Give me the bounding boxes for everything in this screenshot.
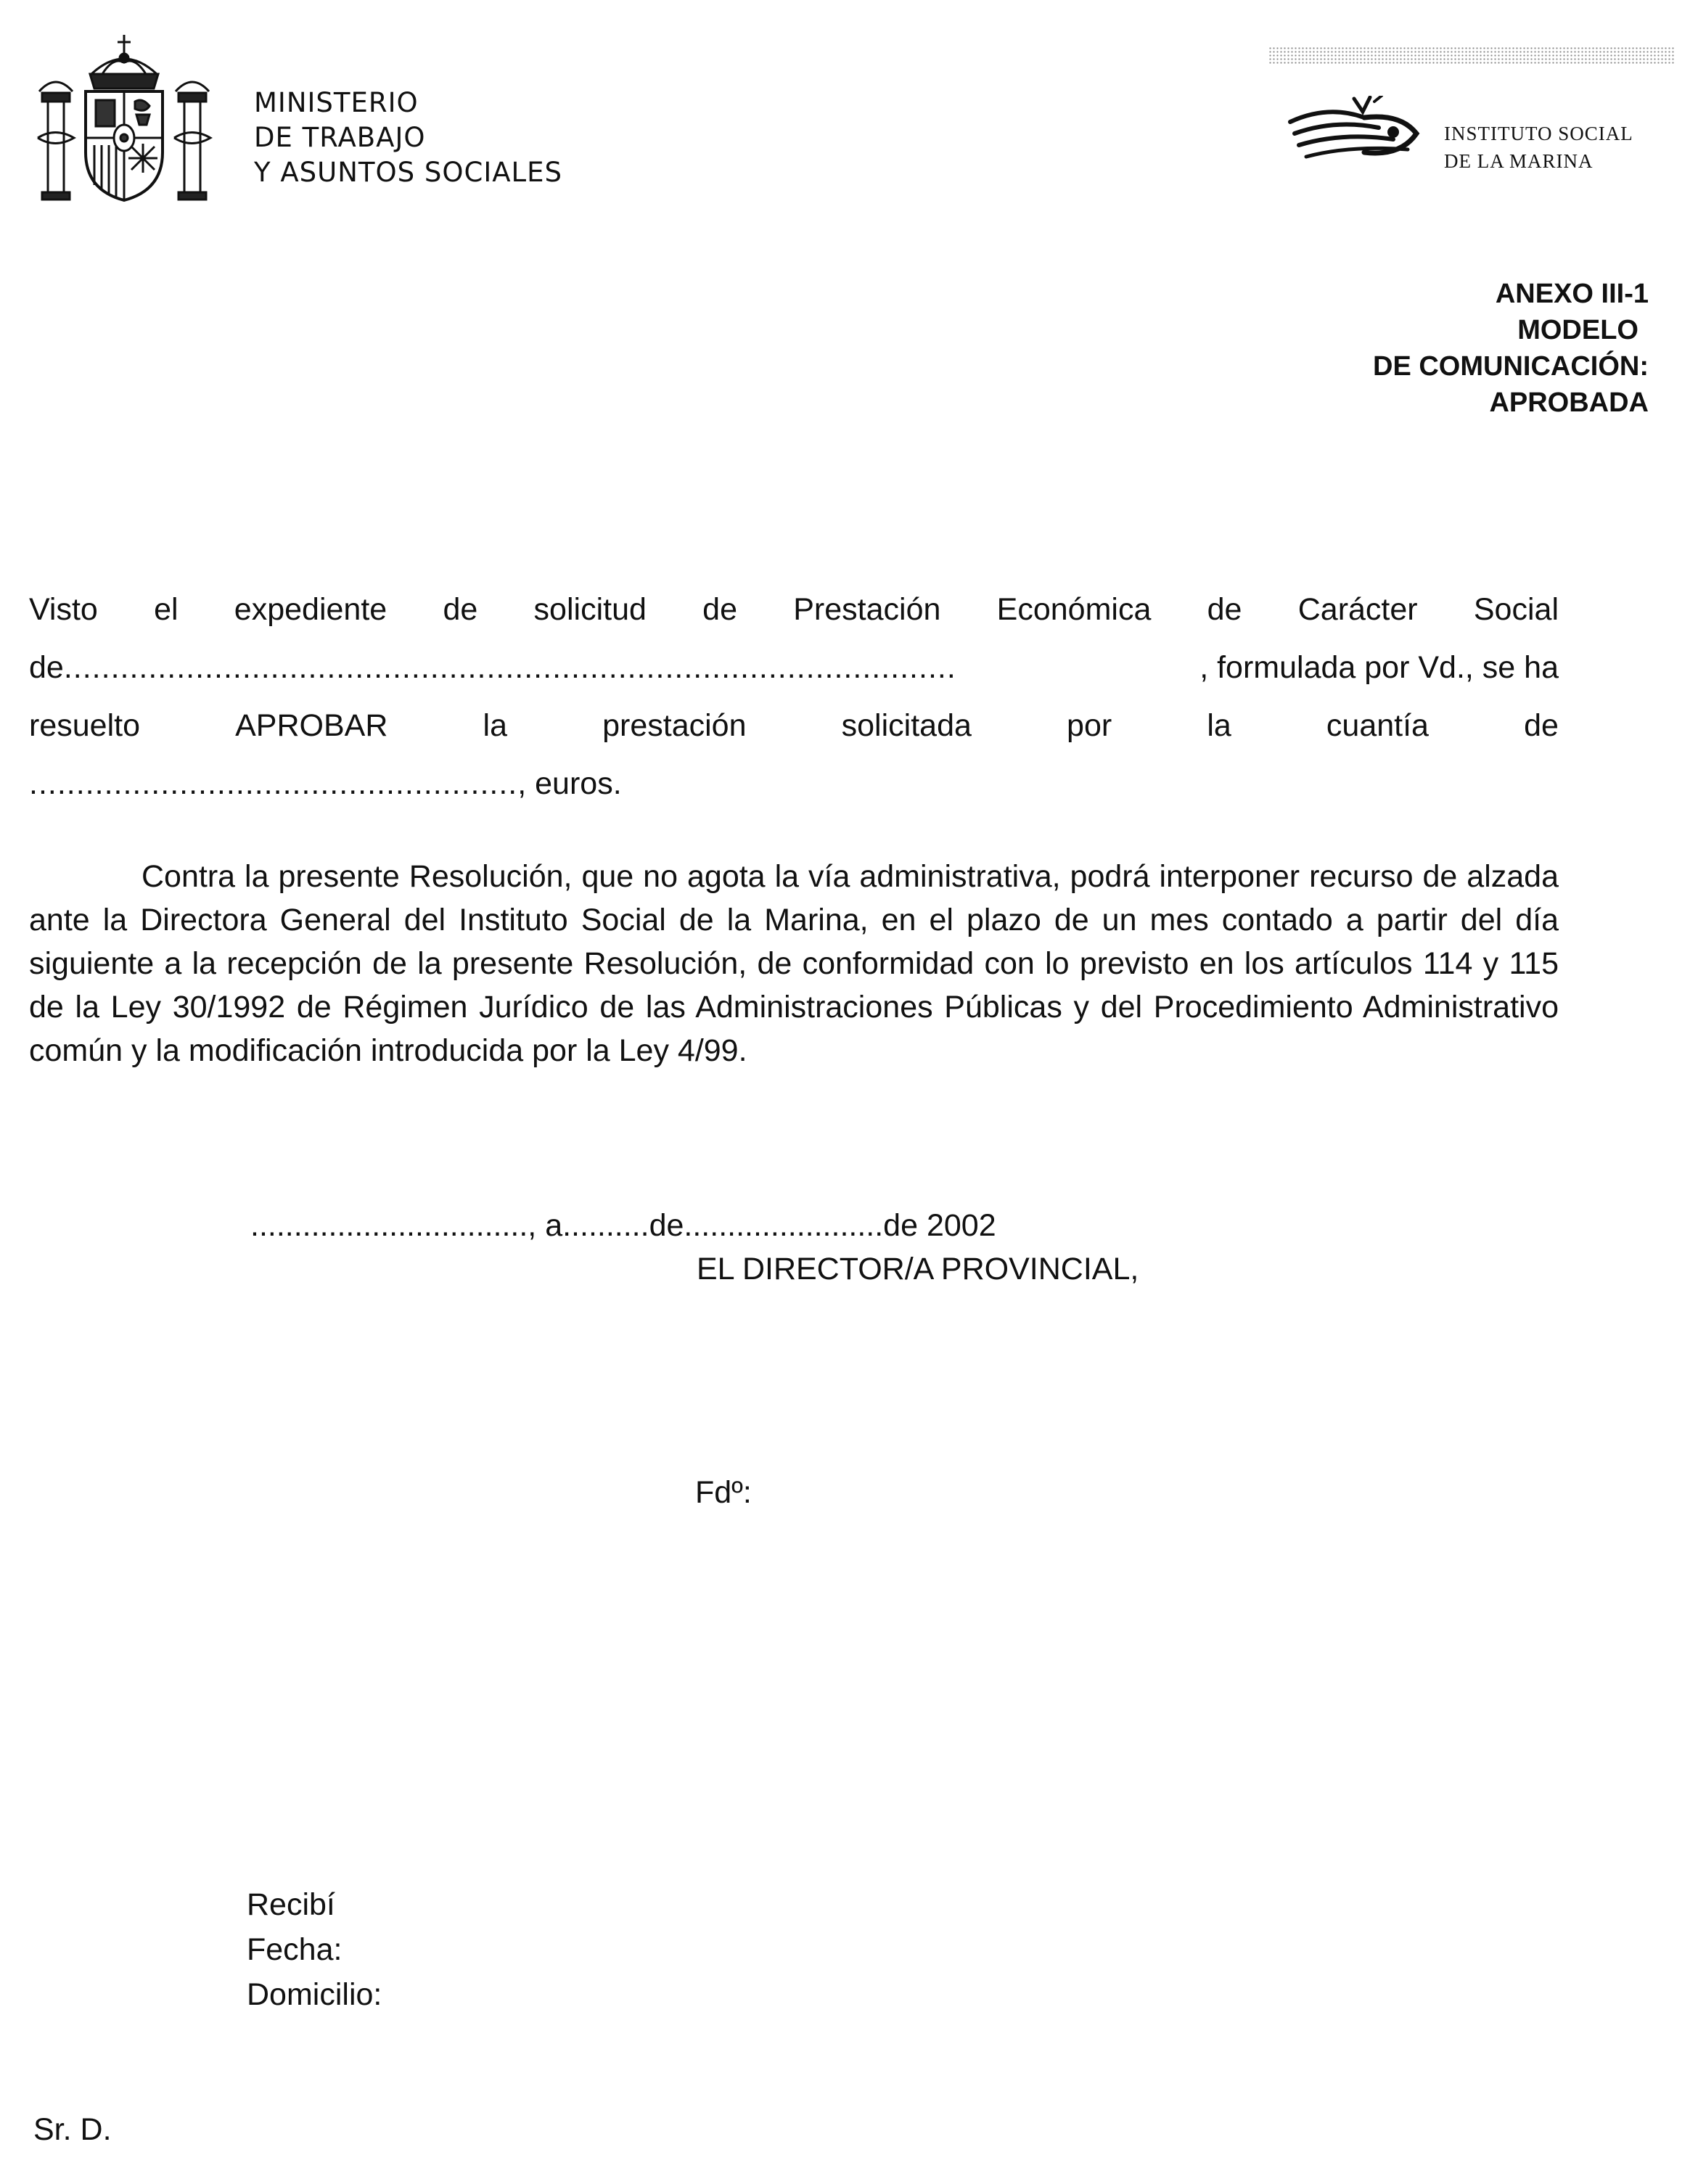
ministry-line-3: Y ASUNTOS SOCIALES — [254, 157, 563, 188]
stipple-band — [1268, 46, 1675, 65]
signature-field[interactable]: Fdº: — [695, 1475, 752, 1510]
word: Social — [1473, 592, 1559, 627]
word: de — [443, 592, 478, 627]
annex-heading — [1373, 276, 1649, 421]
receipt-block — [247, 1882, 382, 2017]
word: por — [1067, 708, 1112, 743]
receipt-date: Fecha: — [247, 1932, 343, 1967]
concept-dots: ............................................................................................... — [63, 650, 956, 685]
word: la — [483, 708, 507, 743]
annex-line-3: DE COMUNICACIÓN: — [1373, 351, 1649, 382]
word: solicitada — [841, 708, 972, 743]
institute-logo-icon — [1284, 96, 1430, 172]
ministry-name — [254, 86, 562, 190]
annex-line-2: MODELO — [1517, 315, 1638, 345]
word: Prestación — [793, 592, 941, 627]
paragraph-line-4 — [29, 755, 1559, 813]
ministry-line-1: MINISTERIO — [254, 87, 419, 118]
paragraph-line-2 — [29, 639, 1559, 697]
concept-field[interactable] — [29, 639, 956, 697]
word: de — [702, 592, 737, 627]
appeal-text: Contra la presente Resolución, que no agota la vía administrativa, podrá interponer recurso de alzada ante la Directora General del Instituto Social de la Marina, en el plazo de un mes contado a partir del día siguiente a la recepción de la presente Resolución, de conformidad con lo previsto en los artículos 114 y 115 de la Ley 30/1992 de Régimen Jurídico de las Administraciones Públicas y del Procedimiento Administrativo común y la modificación introducida por la Ley 4/99. — [29, 859, 1559, 1068]
amount-field[interactable]: .................................................... — [29, 766, 518, 801]
paragraph-line-3 — [29, 697, 1559, 755]
institute-name — [1444, 120, 1633, 175]
director-title: EL DIRECTOR/A PROVINCIAL, — [697, 1252, 1139, 1286]
word: cuantía — [1326, 708, 1429, 743]
word: Económica — [996, 592, 1152, 627]
word: el — [154, 592, 179, 627]
word: Carácter — [1297, 592, 1418, 627]
institute-line-2: DE LA MARINA — [1444, 150, 1594, 172]
word: Visto — [29, 592, 98, 627]
word-group: , euros. — [517, 766, 622, 801]
resolution-paragraph — [29, 580, 1559, 813]
addressee: Sr. D. — [33, 2112, 112, 2147]
word: APROBAR — [235, 708, 388, 743]
receipt-address: Domicilio: — [247, 1977, 382, 2012]
word: prestación — [602, 708, 747, 743]
word: de — [1524, 708, 1559, 743]
annex-line-1: ANEXO III-1 — [1495, 279, 1649, 309]
word: expediente — [234, 592, 387, 627]
word: resuelto — [29, 708, 140, 743]
word: solicitud — [533, 592, 647, 627]
word: de — [29, 650, 64, 685]
word-group: , formulada por Vd., se ha — [1199, 650, 1559, 685]
paragraph-line-1 — [29, 580, 1559, 639]
receipt-received: Recibí — [247, 1887, 335, 1922]
word: la — [1207, 708, 1231, 743]
coat-of-arms-icon — [33, 29, 215, 207]
annex-line-4: APROBADA — [1489, 387, 1649, 418]
place-date-field[interactable]: ................................, a..........de.......................de 2002 — [250, 1208, 996, 1243]
institute-line-1: INSTITUTO SOCIAL — [1444, 123, 1633, 144]
word: de — [1207, 592, 1242, 627]
ministry-line-2: DE TRABAJO — [254, 122, 426, 153]
appeal-paragraph — [29, 855, 1559, 1072]
